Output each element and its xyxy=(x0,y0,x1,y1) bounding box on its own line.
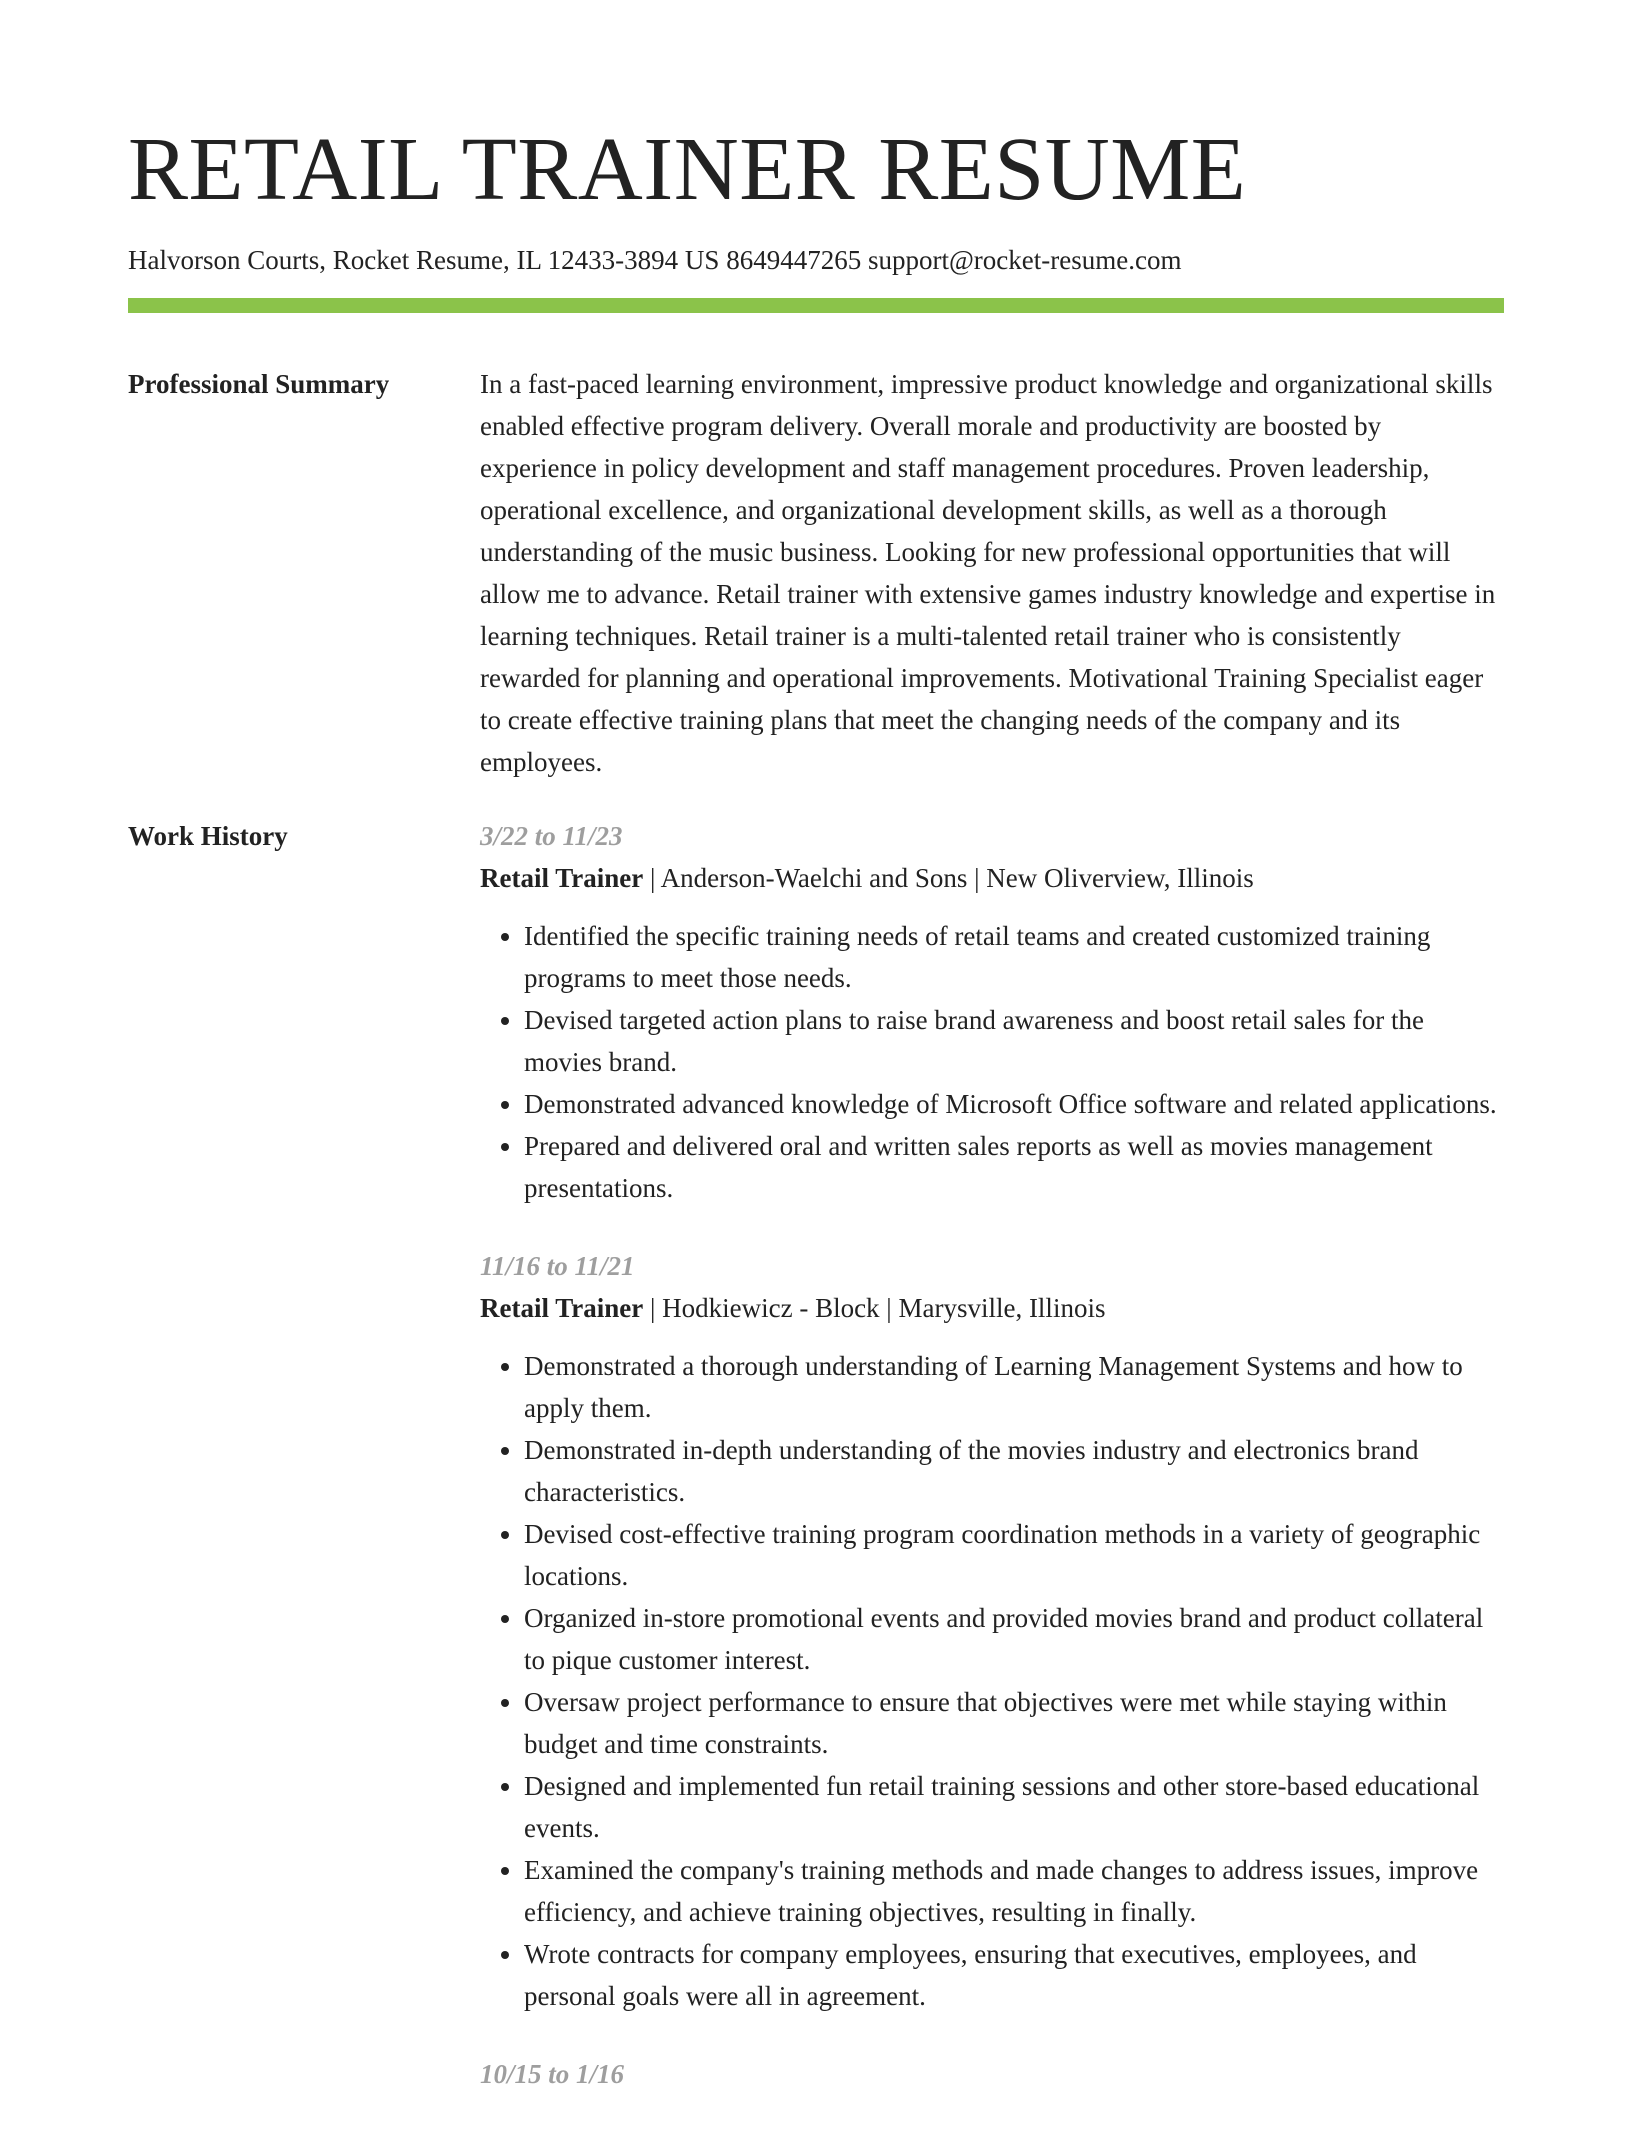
job-dates: 11/16 to 11/21 xyxy=(480,1251,635,1281)
summary-text: In a fast-paced learning environment, impressive product knowledge and organizational skills enabled effective program delivery. Overall morale and productivity are boosted by experience in policy development and staff management procedures. Proven leadership, operational excellence, and organizational development skills, as well as a thorough understanding of the music business. Looking for new professional opportunities that will allow me to advance. Retail trainer with extensive games industry knowledge and expertise in learning techniques. Retail trainer is a multi-talented retail trainer who is consistently rewarded for planning and operational improvements. Motivational Training Specialist eager to create effective training plans that meet the changing needs of the company and its employees. xyxy=(480,369,1496,777)
job-employer-location: | Anderson-Waelchi and Sons | New Oliverview, Illinois xyxy=(643,863,1254,893)
job-entry xyxy=(480,1245,1504,2017)
job-bullet: • Wrote contracts for company employees, ensuring that executives, employees, and personal goals were all in agreement. xyxy=(524,1933,1504,2017)
contact-line: Halvorson Courts, Rocket Resume, IL 12433-3894 US 8649447265 support@rocket-resume.com xyxy=(128,245,1182,275)
job-title: Retail Trainer xyxy=(480,1293,644,1323)
job-entry xyxy=(480,815,1504,1209)
resume-page xyxy=(128,0,1504,2131)
professional-summary-section xyxy=(128,363,1504,783)
section-label-work-history: Work History xyxy=(128,821,288,851)
job-dates: 3/22 to 11/23 xyxy=(480,821,623,851)
job-bullet-list xyxy=(480,1345,1504,2017)
job-bullet: • Devised cost-effective training program coordination methods in a variety of geographic locations. xyxy=(524,1513,1504,1597)
job-bullet: • Prepared and delivered oral and written sales reports as well as movies management presentations. xyxy=(524,1125,1504,1209)
job-title: Retail Trainer xyxy=(480,863,644,893)
job-bullet: • Demonstrated advanced knowledge of Microsoft Office software and related applications. xyxy=(524,1083,1504,1125)
work-history-body xyxy=(480,815,1504,2131)
job-employer-location: | Hodkiewicz - Block | Marysville, Illinois xyxy=(643,1293,1106,1323)
job-dates: 10/15 to 1/16 xyxy=(480,2059,625,2089)
job-bullet-list xyxy=(480,915,1504,1209)
header-divider xyxy=(128,298,1504,313)
job-entry xyxy=(480,2053,1504,2095)
job-bullet: • Devised targeted action plans to raise brand awareness and boost retail sales for the movies brand. xyxy=(524,999,1504,1083)
summary-body xyxy=(480,363,1504,783)
job-bullet: • Demonstrated a thorough understanding of Learning Management Systems and how to apply them. xyxy=(524,1345,1504,1429)
resume-title: RETAIL TRAINER RESUME xyxy=(128,120,1247,219)
job-heading xyxy=(480,857,1504,899)
job-bullet: • Examined the company's training methods and made changes to address issues, improve efficiency, and achieve training objectives, resulting in finally. xyxy=(524,1849,1504,1933)
job-bullet: • Organized in-store promotional events and provided movies brand and product collateral to pique customer interest. xyxy=(524,1597,1504,1681)
job-bullet: • Identified the specific training needs of retail teams and created customized training programs to meet those needs. xyxy=(524,915,1504,999)
section-label-professional-summary: Professional Summary xyxy=(128,369,390,399)
job-bullet: • Designed and implemented fun retail training sessions and other store-based educational events. xyxy=(524,1765,1504,1849)
job-bullet: • Demonstrated in-depth understanding of the movies industry and electronics brand characteristics. xyxy=(524,1429,1504,1513)
work-history-section xyxy=(128,815,1504,2131)
job-heading xyxy=(480,1287,1504,1329)
job-bullet: • Oversaw project performance to ensure that objectives were met while staying within budget and time constraints. xyxy=(524,1681,1504,1765)
